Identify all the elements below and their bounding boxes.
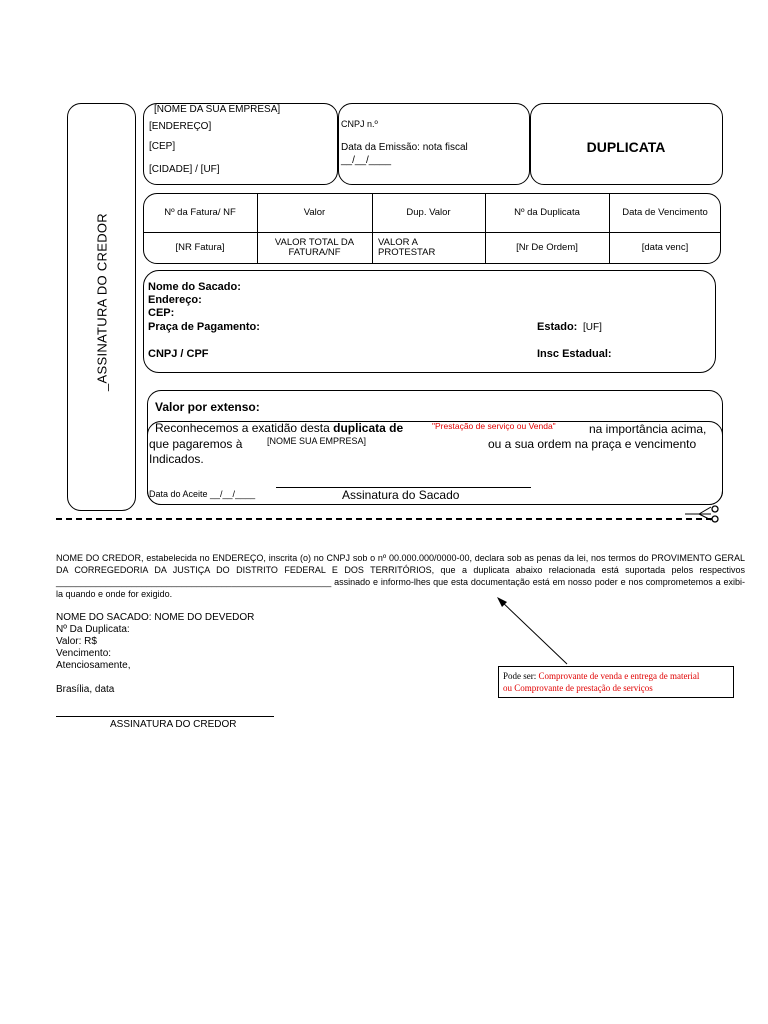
declaration-saudacao: Atenciosamente, <box>56 660 131 671</box>
note-prefix: Pode ser: <box>503 671 539 681</box>
aceite-date: Data do Aceite __/__/____ <box>149 489 256 499</box>
extenso-pagaremos: que pagaremos à <box>149 437 243 451</box>
declaration-vencimento: Vencimento: <box>56 648 112 659</box>
extenso-title: Valor por extenso: <box>155 400 260 414</box>
scissors-icon <box>683 505 723 523</box>
table-header: Valor <box>303 207 326 219</box>
declaration-local: Brasília, data <box>56 684 115 695</box>
declaration-valor: Valor: R$ <box>56 636 97 647</box>
declaration-sacado: NOME DO SACADO: NOME DO DEVEDOR <box>56 612 255 623</box>
table-header: Nº da Fatura/ NF <box>164 207 236 219</box>
note-line1 <box>503 670 729 682</box>
credor-signature-text: ASSINATURA DO CREDOR <box>110 719 237 730</box>
emission-date: __/__/____ <box>341 155 392 166</box>
credor-signature-line <box>56 716 274 717</box>
document-title: DUPLICATA <box>586 139 666 155</box>
table-cell: [data venc] <box>641 242 689 254</box>
company-cep: [CEP] <box>149 141 176 152</box>
extenso-line1 <box>155 421 403 435</box>
table-cell: VALOR TOTAL DA FATURA/NF <box>274 237 355 258</box>
sacado-insc-label: Insc Estadual: <box>537 348 612 360</box>
sacado-praca-label: Praça de Pagamento: <box>148 321 260 333</box>
table-cell: VALOR A PROTESTAR <box>378 237 436 258</box>
table-cell: [NR Fatura] <box>175 242 225 254</box>
cnpj-label: CNPJ n.º <box>341 119 378 129</box>
declaration-paragraph: NOME DO CREDOR, estabelecida no ENDEREÇO, inscrita (o) no CNPJ sob o nº 00.000.000/0000-00, declara sob as penas da lei, nos termos do PROVIMENTO GERAL DA CORREGEDORIA DA JUSTIÇA DO DISTRITO FEDERAL E DOS TERRITÓRIOS, que a duplicata abaixo relacionada está suportada pelos respectivos _______________________________________________________ assinado e informo-lhes que esta documentação está em nosso poder e nos comprometemos a exibi-la quando e onde for exigido. <box>56 553 745 599</box>
note-red-line2: ou Comprovante de prestação de serviços <box>503 683 653 693</box>
company-address: [ENDEREÇO] <box>149 121 212 132</box>
credor-signature-label: _ASSINATURA DO CREDOR <box>94 213 110 391</box>
sacado-cep-label: CEP: <box>148 307 175 319</box>
sacado-endereco-label: Endereço: <box>148 294 202 306</box>
sacado-estado-label: Estado: <box>537 321 578 333</box>
extenso-company: [NOME SUA EMPRESA] <box>267 436 367 446</box>
table-header: Data de Vencimento <box>622 207 708 219</box>
sacado-signature-label: Assinatura do Sacado <box>342 488 460 502</box>
extenso-duplicata: duplicata de <box>333 421 404 435</box>
company-city: [CIDADE] / [UF] <box>149 164 220 175</box>
note-box <box>498 666 734 698</box>
extenso-indicados: Indicados. <box>149 452 204 466</box>
sacado-estado-value: [UF] <box>583 322 602 333</box>
table-header: Nº da Duplicata <box>514 207 580 219</box>
extenso-ordem: ou a sua ordem na praça e vencimento <box>488 437 697 451</box>
table-cell: [Nr De Ordem] <box>516 242 578 254</box>
sacado-cnpj-label: CNPJ / CPF <box>148 348 209 360</box>
table-header: Dup. Valor <box>406 207 451 219</box>
extenso-importancia: na importância acima, <box>589 422 707 436</box>
emission-label: Data da Emissão: nota fiscal <box>341 142 468 153</box>
extenso-prestacao: "Prestação de serviço ou Venda" <box>432 421 556 431</box>
arrow-icon <box>492 592 602 672</box>
extenso-text: Reconhecemos a exatidão desta <box>155 421 334 435</box>
sacado-nome-label: Nome do Sacado: <box>148 281 241 293</box>
company-name: [NOME DA SUA EMPRESA] <box>154 104 281 115</box>
note-red-line1: Comprovante de venda e entrega de material <box>538 671 700 681</box>
declaration-numero: Nº Da Duplicata: <box>56 624 130 635</box>
cut-line <box>56 518 712 520</box>
